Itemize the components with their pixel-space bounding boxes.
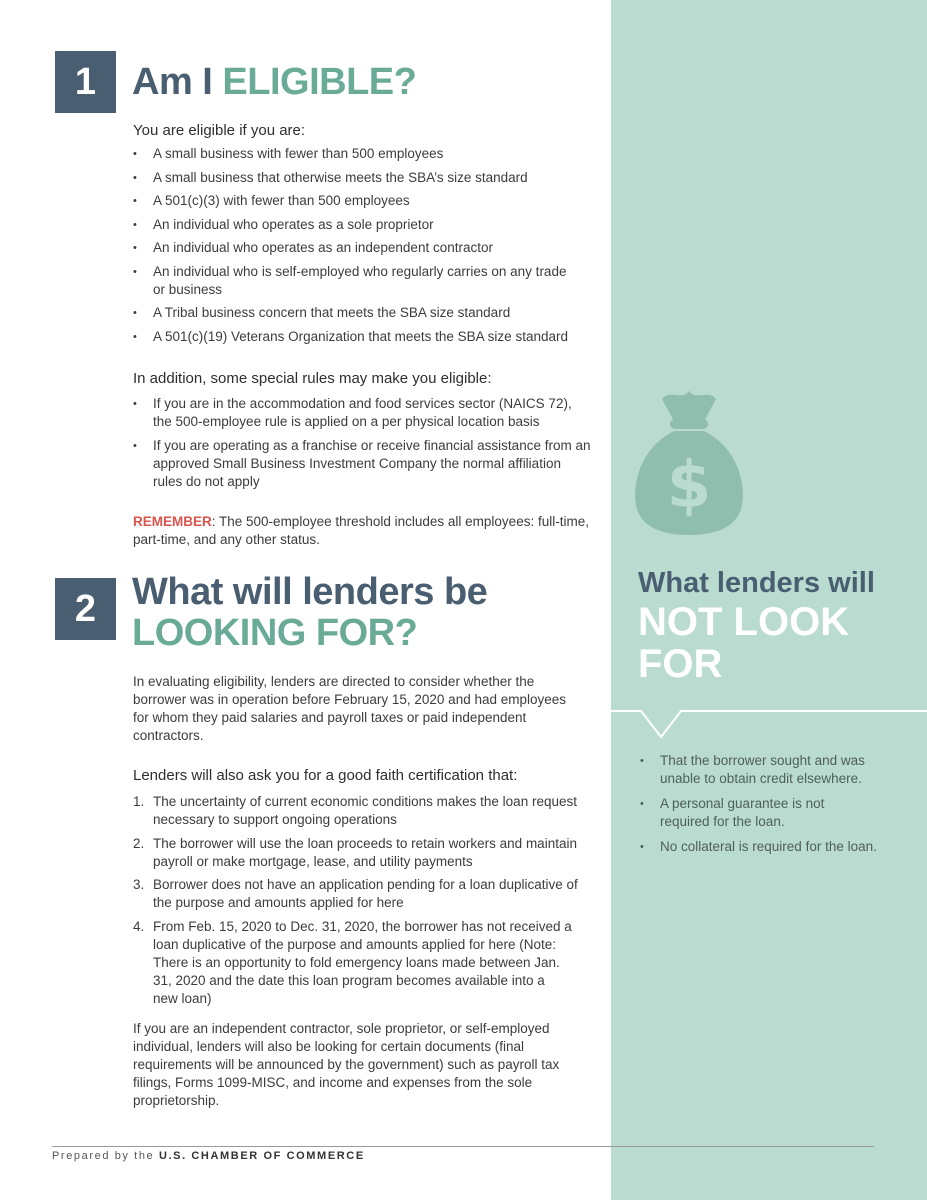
eligibility-intro: You are eligible if you are: <box>133 122 306 139</box>
money-bag-icon <box>632 385 746 537</box>
list-item: • A small business with fewer than 500 employees <box>133 145 603 163</box>
closing-paragraph: If you are an independent contractor, sole proprietor, or self-employed individual, lenders will also be looking for certain documents (final requirements will be announced by the government) such as payroll tax filings, Forms 1099-MISC, and income and expenses from the sole proprietorship. <box>133 1021 560 1108</box>
lenders-intro: In evaluating eligibility, lenders are directed to consider whether the borrower was in operation before February 15, 2020 and had employees for whom they paid salaries and payroll taxes or paid independent contractors. <box>133 674 567 743</box>
sidebar-divider <box>611 698 927 742</box>
list-item: 2. The borrower will use the loan proceeds to retain workers and maintain payroll or make mortgage, lease, and utility payments <box>133 835 577 869</box>
section-2-title: What will lenders be LOOKING FOR? <box>132 571 488 654</box>
section-1-number: 1 <box>55 51 116 113</box>
list-item: • If you are operating as a franchise or receive financial assistance from an approved Small Business Investment Company the normal affiliation rules do not apply <box>133 437 593 491</box>
section-1-title: Am I ELIGIBLE? <box>132 61 417 103</box>
list-item: • A small business that otherwise meets the SBA’s size standard <box>133 169 603 187</box>
footer: Prepared by the U.S. CHAMBER OF COMMERCE <box>52 1150 365 1162</box>
eligibility-list <box>133 145 603 351</box>
list-item: • An individual who operates as an independent contractor <box>133 239 603 257</box>
list-item: • An individual who is self-employed who regularly carries on any trade or business <box>133 263 578 299</box>
not-look-for-list <box>640 752 910 863</box>
sidebar-title: What lenders will NOT LOOK FOR <box>638 567 875 686</box>
list-item: • An individual who operates as a sole proprietor <box>133 216 603 234</box>
footer-rule <box>52 1146 874 1147</box>
list-item: • If you are in the accommodation and food services sector (NAICS 72), the 500-employee rule is applied on a per physical location basis <box>133 395 593 431</box>
special-rules-intro: In addition, some special rules may make you eligible: <box>133 370 492 387</box>
list-item: 4. From Feb. 15, 2020 to Dec. 31, 2020, the borrower has not received a loan duplicative of the purpose and amounts applied for here (Note: There is an opportunity to fold emergency loans made between Jan. 31, 2020 and the date this loan program becomes available into a new loan) <box>133 918 572 1006</box>
special-rules-list <box>133 395 593 496</box>
list-item: • A 501(c)(19) Veterans Organization that meets the SBA size standard <box>133 328 603 346</box>
svg-text:$: $ <box>666 449 712 523</box>
list-item: 1. The uncertainty of current economic conditions makes the loan request necessary to support ongoing operations <box>133 794 577 827</box>
list-item: • That the borrower sought and was unable to obtain credit elsewhere. <box>640 752 890 788</box>
section-2-number: 2 <box>55 578 116 640</box>
certification-list <box>133 793 583 1013</box>
list-item: • No collateral is required for the loan. <box>640 838 910 856</box>
list-item: 3. Borrower does not have an application pending for a loan duplicative of the purpose and amounts applied for here <box>133 877 578 910</box>
remember-note: REMEMBER: The 500-employee threshold includes all employees: full-time, part-time, and any other status. <box>133 514 589 547</box>
list-item: • A personal guarantee is not required for the loan. <box>640 795 860 831</box>
list-item: • A Tribal business concern that meets the SBA size standard <box>133 304 603 322</box>
certification-intro: Lenders will also ask you for a good faith certification that: <box>133 767 518 784</box>
list-item: • A 501(c)(3) with fewer than 500 employees <box>133 192 603 210</box>
